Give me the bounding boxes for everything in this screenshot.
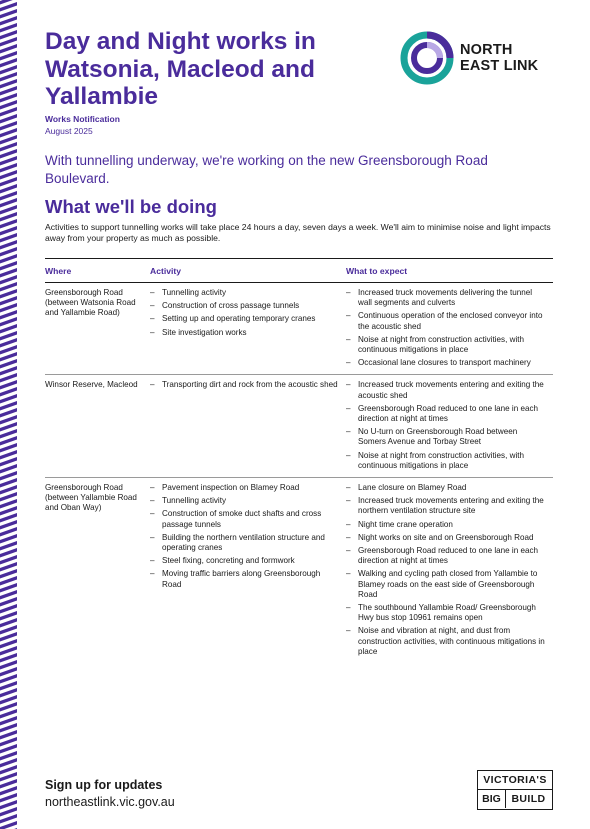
- list-item: – Increased truck movements delivering the tunnel wall segments and culverts: [346, 288, 547, 308]
- table-body: [45, 283, 553, 663]
- header-what-to-expect: What to expect: [346, 265, 408, 276]
- where-cell: Greensborough Road (between Yallambie Road and Oban Way): [45, 483, 137, 513]
- table-row: [45, 375, 553, 478]
- list-item: – Continuous operation of the enclosed conveyor into the acoustic shed: [346, 311, 547, 331]
- table-header: [45, 259, 553, 283]
- list-item: – Noise and vibration at night, and dust from construction activities, with continuous mitigations in place: [346, 626, 547, 657]
- badge-bottom-left-text: BIG: [478, 790, 506, 808]
- list-item: – Moving traffic barriers along Greensborough Road: [150, 569, 340, 589]
- list-item: – Construction of smoke duct shafts and cross passage tunnels: [150, 509, 340, 529]
- list-item: – Steel fixing, concreting and formwork: [150, 556, 340, 566]
- list-item: – Setting up and operating temporary cranes: [150, 314, 340, 324]
- list-item: – Construction of cross passage tunnels: [150, 301, 340, 311]
- list-item: – Occasional lane closures to transport machinery: [346, 358, 547, 368]
- table-row: [45, 478, 553, 663]
- signup-heading: Sign up for updates: [45, 778, 163, 792]
- badge-bottom-right-text: BUILD: [511, 793, 546, 805]
- activity-list: [150, 483, 346, 660]
- page-title: Day and Night works in Watsonia, Macleod and Yallambie: [45, 28, 316, 110]
- expect-list: [346, 483, 553, 660]
- list-item: – Increased truck movements entering and exiting the northern ventilation structure site: [346, 496, 547, 516]
- expect-list: [346, 380, 553, 474]
- list-item: – Transporting dirt and rock from the acoustic shed: [150, 380, 340, 390]
- list-item: – Night time crane operation: [346, 520, 547, 530]
- table-row: [45, 283, 553, 375]
- victorias-big-build-logo: [477, 770, 553, 810]
- intro-paragraph: Activities to support tunnelling works will take place 24 hours a day, seven days a week. We'll aim to minimise noise and light impacts away from your property as much as possible.: [45, 222, 551, 243]
- where-cell: Greensborough Road (between Watsonia Road and Yallambie Road): [45, 288, 136, 318]
- activity-list: [150, 288, 346, 371]
- list-item: – Tunnelling activity: [150, 288, 340, 298]
- logo-line-2: EAST LINK: [460, 58, 539, 74]
- badge-top-text: VICTORIA'S: [478, 771, 552, 790]
- list-item: – Noise at night from construction activities, with continuous mitigations in place: [346, 335, 547, 355]
- notification-date: August 2025: [45, 126, 93, 136]
- list-item: – Increased truck movements entering and exiting the acoustic shed: [346, 380, 547, 400]
- list-item: – The southbound Yallambie Road/ Greensborough Hwy bus stop 10961 remains open: [346, 603, 547, 623]
- list-item: – Pavement inspection on Blamey Road: [150, 483, 340, 493]
- list-item: – Greensborough Road reduced to one lane in each direction at night at times: [346, 546, 547, 566]
- header-where: Where: [45, 265, 72, 276]
- list-item: – Tunnelling activity: [150, 496, 340, 506]
- expect-list: [346, 288, 553, 371]
- notification-label: Works Notification: [45, 114, 120, 124]
- header-activity: Activity: [150, 265, 182, 276]
- list-item: – Greensborough Road reduced to one lane in each direction at night at times: [346, 404, 547, 424]
- works-table: [45, 258, 553, 663]
- list-item: – Noise at night from construction activities, with continuous mitigations in place: [346, 451, 547, 471]
- decorative-stripe: [0, 0, 17, 829]
- list-item: – Walking and cycling path closed from Yallambie to Blamey roads on the east side of Greensborough Road: [346, 569, 547, 600]
- ring-road-icon: [404, 35, 450, 81]
- list-item: – Night works on site and on Greensborough Road: [346, 533, 547, 543]
- list-item: – No U-turn on Greensborough Road between Somers Avenue and Torbay Street: [346, 427, 547, 447]
- logo-line-1: NORTH: [460, 42, 513, 58]
- list-item: – Site investigation works: [150, 328, 340, 338]
- list-item: – Lane closure on Blamey Road: [346, 483, 547, 493]
- lead-paragraph: With tunnelling underway, we're working on the new Greensborough Road Boulevard.: [45, 153, 488, 186]
- where-cell: Winsor Reserve, Macleod: [45, 380, 138, 390]
- section-heading: What we'll be doing: [45, 196, 217, 217]
- website-link[interactable]: northeastlink.vic.gov.au: [45, 795, 175, 809]
- activity-list: [150, 380, 346, 474]
- list-item: – Building the northern ventilation structure and operating cranes: [150, 533, 340, 553]
- logo-wordmark: [460, 42, 538, 74]
